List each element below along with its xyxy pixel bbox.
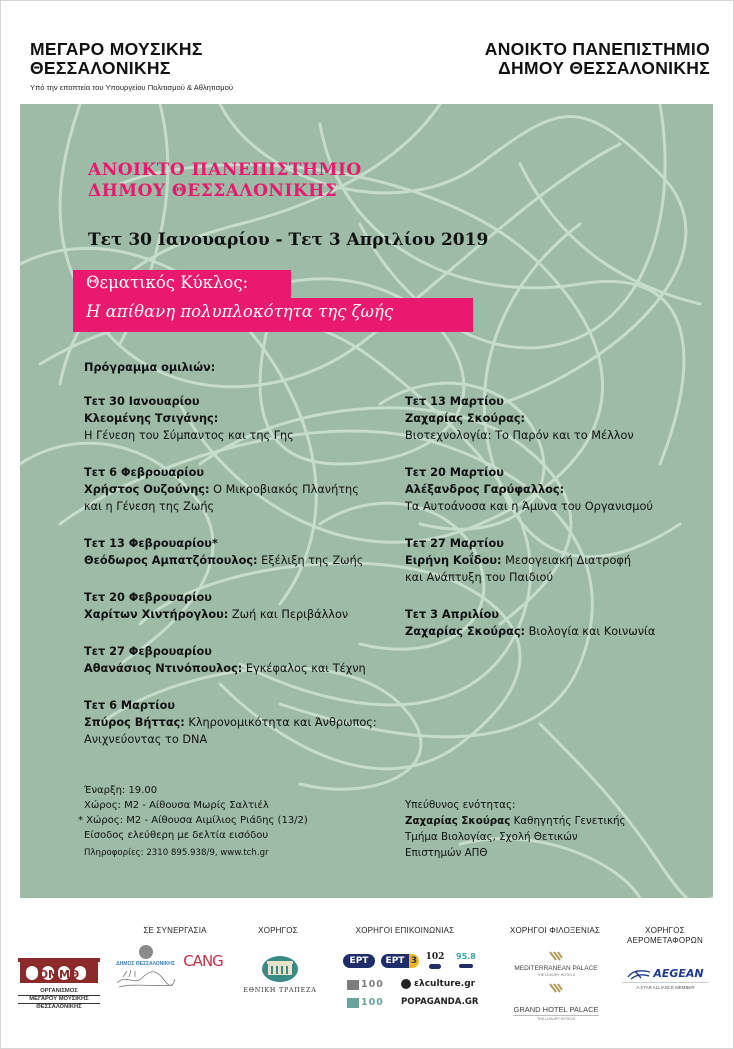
venue-subtitle: Υπό την εποπτεία του Υπουργείου Πολιτισμού & Αθλητισμού: [30, 83, 234, 92]
responsible-school: Επιστημών ΑΠΘ: [405, 847, 488, 859]
talk-item: [84, 393, 404, 444]
omma-building-icon: [18, 955, 100, 983]
cang-text: CANG: [183, 952, 223, 970]
cycle-label: Θεματικός Κύκλος:: [86, 273, 249, 292]
talk-date: Τετ 27 Μαρτίου: [405, 537, 504, 550]
talk-topic: Εξέλιξη της Ζωής: [261, 554, 364, 567]
omma-word: ΟΜΜΘ: [38, 968, 80, 981]
talk-speaker: Αθανάσιος Ντινόπουλος:: [84, 662, 243, 675]
talk-speaker: Ειρήνη Κοΐδου:: [405, 554, 502, 567]
talk-topic-cont: και η Γένεση της Ζωής: [84, 500, 215, 513]
talk-date: Τετ 27 Φεβρουαρίου: [84, 645, 212, 658]
ert102-logo: [424, 951, 446, 969]
header-right: [485, 40, 710, 78]
palace-stripes-icon: [549, 983, 563, 993]
air-sponsor-label-1: ΧΟΡΗΓΟΣ: [645, 926, 685, 935]
aegean-logo: [618, 967, 713, 990]
bank-text: ΕΘΝΙΚΗ ΤΡΑΠΕΖΑ: [243, 987, 317, 994]
entry-note: Είσοδος ελεύθερη με δελτία εισόδου: [84, 830, 269, 841]
aegean-text: AEGEAN: [653, 967, 704, 980]
omma-line3: ΘΕΣΣΑΛΟΝΙΚΗΣ: [36, 1004, 82, 1010]
ert-text: ΕΡΤ: [343, 954, 375, 968]
talk-speaker: Αλέξανδρος Γαρύφαλλος:: [405, 483, 565, 496]
header-left: [30, 40, 233, 92]
aegean-bird-icon: [627, 968, 651, 980]
responsible-dept: Τμήμα Βιολογίας, Σχολή Θετικών: [405, 831, 578, 843]
med-luxury-text: THE LUXURY HOTELS: [536, 973, 575, 977]
talk-topic-cont: Ανιχνεύοντας το DNA: [84, 733, 208, 746]
talk-speaker: Χαρίτων Χιντήρογλου:: [84, 608, 229, 621]
talk-date: Τετ 6 Μαρτίου: [84, 699, 176, 712]
responsible-title: Καθηγητής Γενετικής: [513, 815, 626, 827]
talk-topic-cont: και Ανάπτυξη του Παιδιού: [405, 571, 553, 584]
talk-item: [84, 697, 404, 748]
responsible-block: [405, 797, 626, 861]
contact-info[interactable]: Πληροφορίες: 2310 895.938/9, www.tch.gr: [84, 848, 269, 858]
ert958-badge-icon: [459, 964, 473, 968]
talk-date: Τετ 20 Μαρτίου: [405, 466, 504, 479]
ert3-number: 3: [410, 956, 418, 966]
venue: Χώρος: Μ2 - Αίθουσα Μωρίς Σαλτιέλ: [84, 800, 269, 811]
ert958-text: 95.8: [456, 952, 476, 961]
event-info: [78, 783, 308, 861]
elculture-logo: [401, 979, 475, 989]
talk-topic-cont: Τα Αυτοάνοσα και η Άμυνα του Οργανισμού: [405, 500, 653, 513]
fm-icon: [347, 998, 359, 1008]
venue-name-line1: ΜΕΓΑΡΟ ΜΟΥΣΙΚΗΣ: [30, 39, 203, 59]
organizer-line1: ΑΝΟΙΚΤΟ ΠΑΝΕΠΙΣΤΗΜΙΟ: [88, 160, 362, 180]
popaganda-text: POPAGANDA.GR: [401, 997, 479, 1007]
air-sponsor-label: [615, 926, 715, 946]
alexander-head-icon: [139, 945, 153, 959]
dimos-logo: [113, 945, 178, 993]
cang-logo: [183, 953, 223, 969]
ert958-logo: [455, 951, 477, 968]
responsible-name: Ζαχαρίας Σκούρας: [405, 815, 511, 827]
organizer-title: [88, 160, 362, 202]
elculture-icon: [401, 979, 411, 989]
mediterranean-palace-logo: [508, 946, 604, 977]
talk-date: Τετ 13 Μαρτίου: [405, 395, 504, 408]
ert3-text: ΕΡΤ: [381, 954, 409, 968]
talk-item: [84, 535, 404, 569]
talk-item: [405, 606, 725, 640]
talk-speaker: Ζαχαρίας Σκούρας:: [405, 625, 526, 638]
talk-date: Τετ 3 Απριλίου: [405, 608, 500, 621]
talk-speaker: Ζαχαρίας Σκούρας:: [405, 412, 526, 425]
talk-speaker: Θεόδωρος Αμπατζόπουλος:: [84, 554, 258, 567]
talk-item: [84, 589, 404, 623]
talk-date: Τετ 30 Ιανουαρίου: [84, 395, 200, 408]
tv100-text: 100: [361, 979, 384, 990]
talk-date: Τετ 20 Φεβρουαρίου: [84, 591, 212, 604]
talk-item: [84, 464, 404, 515]
talk-speaker: Κλεομένης Τσιγάνης:: [84, 412, 219, 425]
responsible-label: Υπεύθυνος ενότητας:: [405, 799, 516, 811]
ert-logo: [343, 954, 375, 968]
air-sponsor-label-2: ΑΕΡΟΜΕΤΑΦΟΡΩΝ: [627, 936, 703, 945]
tv-icon: [347, 980, 359, 990]
media-sponsors-label: ΧΟΡΗΓΟΙ ΕΠΙΚΟΙΝΩΝΙΑΣ: [355, 926, 455, 935]
talk-topic: Ζωή και Περιβάλλον: [231, 608, 349, 621]
elculture-text: ελculture.gr: [414, 979, 476, 989]
cooperation-label: ΣΕ ΣΥΝΕΡΓΑΣΙΑ: [143, 926, 207, 935]
hospitality-sponsors-label: ΧΟΡΗΓΟΙ ΦΙΛΟΞΕΝΙΑΣ: [509, 926, 601, 935]
dimos-text: ΔΗΜΟΣ ΘΕΣΣΑΛΟΝΙΚΗΣ: [116, 961, 175, 967]
talk-topic-cont: Η Γένεση του Σύμπαντος και της Γης: [84, 429, 294, 442]
tv100-logo: [347, 979, 384, 990]
bank-building-icon: [261, 955, 299, 983]
ert102-badge-icon: [429, 964, 441, 969]
date-range: Τετ 30 Ιανουαρίου - Τετ 3 Απριλίου 2019: [88, 230, 489, 250]
star-alliance-text: A STAR ALLIANCE MEMBER: [636, 985, 695, 990]
national-bank-logo: [243, 955, 317, 994]
ert102-text: 102: [425, 952, 445, 962]
venue-name-line2: ΘΕΣΣΑΛΟΝΙΚΗΣ: [30, 58, 171, 78]
talk-item: [84, 643, 404, 677]
talk-topic-cont: Βιοτεχνολογία: Το Παρόν και το Μέλλον: [405, 429, 634, 442]
venue-alt: Χώρος: Μ2 - Αίθουσα Αιμίλιος Ριάδης (13/2): [86, 815, 308, 826]
program-title: Πρόγραμμα ομιλιών:: [84, 361, 216, 374]
organizer-line2: ΔΗΜΟΥ ΘΕΣΣΑΛΟΝΙΚΗΣ: [88, 181, 338, 201]
talk-topic: Ο Μικροβιακός Πλανήτης: [213, 483, 359, 496]
palace-stripes-icon: [549, 951, 563, 961]
talk-topic: Βιολογία και Κοινωνία: [528, 625, 656, 638]
med-palace-text: MEDITERRANEAN PALACE: [514, 965, 598, 972]
grand-luxury-text: THE LUXURY HOTELS: [536, 1017, 575, 1021]
omma-logo: [18, 955, 100, 1011]
omma-line2: ΜΕΓΑΡΟΥ ΜΟΥΣΙΚΗΣ: [18, 995, 100, 1004]
talk-item: [405, 535, 725, 586]
talk-speaker: Σπύρος Βήττας:: [84, 716, 185, 729]
talk-topic: Κληρονομικότητα και Άνθρωπος:: [188, 716, 377, 729]
talk-date: Τετ 13 Φεβρουαρίου*: [84, 537, 218, 550]
fm100-text: 100: [361, 997, 384, 1008]
talk-topic: Εγκέφαλος και Τέχνη: [245, 662, 366, 675]
fm100-logo: [347, 997, 384, 1008]
start-time: Έναρξη: 19.00: [84, 785, 158, 796]
talk-topic: Μεσογειακή Διατροφή: [505, 554, 631, 567]
talk-date: Τετ 6 Φεβρουαρίου: [84, 466, 205, 479]
sponsor-label: ΧΟΡΗΓΟΣ: [258, 926, 298, 935]
grand-hotel-palace-logo: [508, 978, 604, 1021]
university-line1: ΑΝΟΙΚΤΟ ΠΑΝΕΠΙΣΤΗΜΙΟ: [484, 39, 710, 59]
talk-speaker: Χρήστος Ουζούνης:: [84, 483, 210, 496]
cycle-title: Η απίθανη πολυπλοκότητα της ζωής: [86, 302, 394, 321]
talk-item: [405, 393, 725, 444]
venue-alt-asterisk: *: [78, 815, 83, 826]
university-line2: ΔΗΜΟΥ ΘΕΣΣΑΛΟΝΙΚΗΣ: [498, 58, 710, 78]
popaganda-logo: [401, 997, 479, 1007]
talk-item: [405, 464, 725, 515]
omma-line1: ΟΡΓΑΝΙΣΜΟΣ: [40, 988, 78, 994]
ert3-logo: [381, 954, 419, 968]
grand-palace-text: GRAND HOTEL PALACE: [513, 1005, 599, 1014]
anoikto-signature-icon: [113, 967, 178, 989]
